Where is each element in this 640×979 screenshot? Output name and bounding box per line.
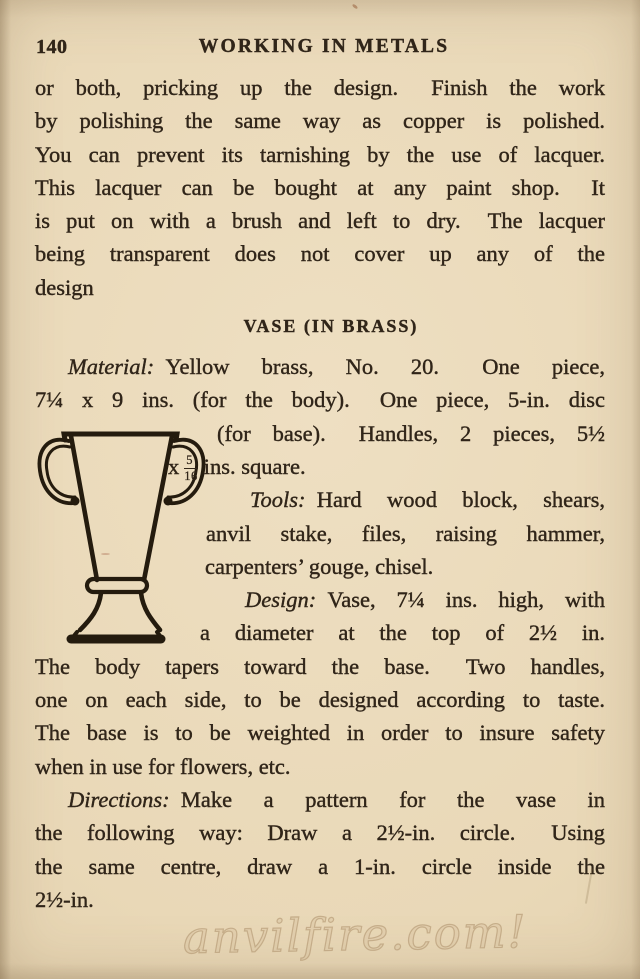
watermark: anvilfire.com! bbox=[182, 904, 528, 965]
text-line: You can prevent its tarnishing by the use of lacquer. bbox=[35, 141, 605, 167]
material-paragraph bbox=[35, 350, 605, 417]
text-line: is put on with a brush and left to dry. The lacquer bbox=[35, 208, 605, 234]
text-line: by polishing the same way as copper is polished. bbox=[35, 108, 605, 134]
text-line: The base is to be weighted in order to insure safety bbox=[35, 720, 605, 746]
fraction-suffix: ins. square. bbox=[203, 453, 306, 479]
section-heading: VASE (IN BRASS) bbox=[243, 316, 419, 337]
tools-text: Hard wood block, shears, bbox=[305, 487, 605, 513]
design-line bbox=[217, 583, 605, 616]
design-text: Vase, 7¼ ins. high, with bbox=[316, 587, 605, 613]
directions-line: 2½-in. bbox=[35, 886, 94, 912]
material-text: Yellow brass, No. 20. One piece, bbox=[154, 354, 605, 380]
text-line: This lacquer can be bought at any paint shop. It bbox=[35, 174, 605, 200]
directions-label: Directions: bbox=[68, 786, 170, 812]
material-line bbox=[35, 350, 605, 383]
material-line: (for base). Handles, 2 pieces, 5½ bbox=[217, 420, 605, 446]
text-line: design bbox=[35, 274, 94, 300]
fraction-5-16 bbox=[184, 454, 198, 483]
directions-paragraph bbox=[35, 783, 605, 916]
directions-line bbox=[35, 783, 605, 816]
material-line: 7¼ x 9 ins. (for the body). One piece, 5-in. disc bbox=[35, 387, 605, 413]
design-paragraph-continued bbox=[35, 650, 605, 783]
text-line: or both, pricking up the design. Finish the work bbox=[35, 75, 605, 100]
directions-text: Make a pattern for the vase in bbox=[169, 786, 605, 812]
fraction-denominator: 16 bbox=[184, 469, 198, 484]
directions-line: the same centre, draw a 1-in. circle inside the bbox=[35, 853, 605, 879]
directions-line: the following way: Draw a 2½-in. circle. Using bbox=[35, 820, 605, 846]
fraction-prefix: x bbox=[168, 453, 180, 479]
page-number: 140 bbox=[36, 36, 68, 58]
text-line: The body tapers toward the base. Two handles, bbox=[35, 653, 605, 679]
design-label: Design: bbox=[245, 587, 317, 613]
tools-line: anvil stake, files, raising hammer, bbox=[206, 520, 605, 546]
material-label: Material: bbox=[68, 354, 155, 380]
tools-line bbox=[217, 483, 605, 516]
design-line: a diameter at the top of 2½ in. bbox=[200, 620, 605, 646]
material-dimension-line bbox=[168, 450, 605, 483]
tools-line: carpenters’ gouge, chisel. bbox=[205, 553, 434, 579]
illustration-and-text-row bbox=[35, 417, 605, 650]
intro-paragraph bbox=[35, 71, 605, 304]
wrapped-text-column bbox=[168, 417, 605, 650]
text-line: one on each side, to be designed according to taste. bbox=[35, 687, 605, 713]
text-line: being transparent does not cover up any of the bbox=[35, 241, 605, 267]
tools-label: Tools: bbox=[250, 487, 306, 513]
running-header: WORKING IN METALS bbox=[198, 36, 450, 57]
text-line: when in use for flowers, etc. bbox=[35, 753, 291, 779]
paper-speck bbox=[101, 553, 110, 555]
fraction-numerator: 5 bbox=[184, 454, 198, 469]
